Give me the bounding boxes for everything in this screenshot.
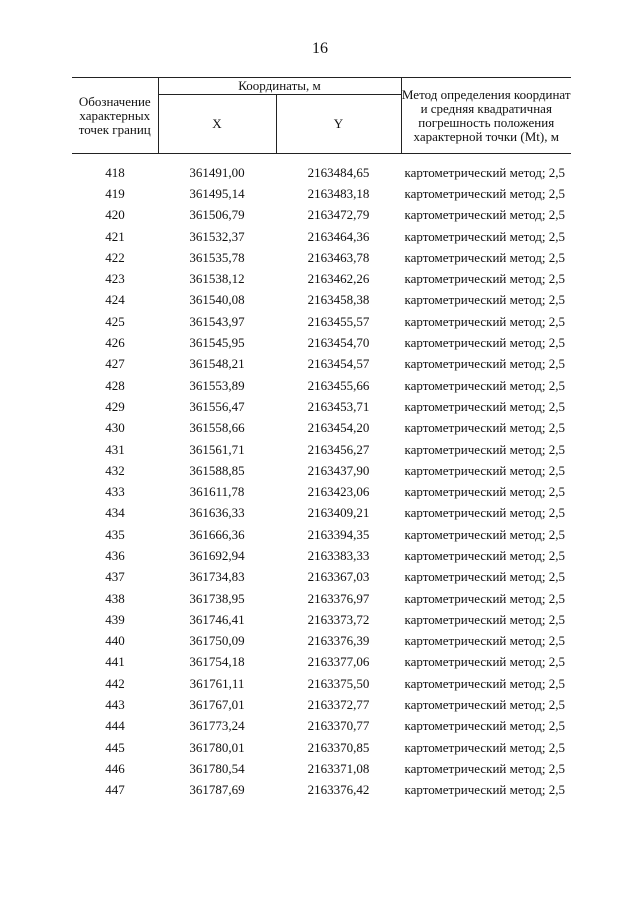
cell-method: картометрический метод; 2,5: [404, 739, 565, 755]
cell-x: 361780,01: [189, 739, 245, 755]
cell-point: 424: [105, 292, 125, 308]
cell-method: картометрический метод; 2,5: [404, 313, 565, 329]
cell-point: 433: [105, 484, 125, 500]
cell-y: 2163453,71: [307, 398, 370, 414]
cell-x: 361636,33: [189, 505, 245, 521]
cell-method: картометрический метод; 2,5: [404, 547, 565, 563]
table-row: [72, 652, 571, 673]
header-y: Y: [276, 95, 401, 154]
cell-x: 361558,66: [189, 420, 245, 436]
cell-point: 426: [105, 335, 125, 351]
table-row: [72, 311, 571, 332]
cell-y: 2163483,18: [307, 185, 370, 201]
cell-x: 361761,11: [189, 675, 245, 691]
table-row: [72, 226, 571, 247]
cell-x: 361767,01: [189, 697, 245, 713]
cell-method: картометрический метод; 2,5: [404, 484, 565, 500]
cell-y: 2163371,08: [307, 760, 370, 776]
cell-point: 447: [105, 782, 125, 798]
cell-x: 361553,89: [189, 377, 245, 393]
table-row: [72, 375, 571, 396]
cell-x: 361738,95: [189, 590, 245, 606]
table-row: [72, 524, 571, 545]
header-x: X: [158, 95, 276, 154]
cell-x: 361666,36: [189, 526, 245, 542]
table-row: [72, 694, 571, 715]
cell-method: картометрический метод; 2,5: [404, 398, 565, 414]
cell-y: 2163455,57: [307, 313, 370, 329]
table-row: [72, 609, 571, 630]
cell-x: 361495,14: [189, 185, 245, 201]
page-number: 16: [312, 40, 328, 57]
table-row: [72, 460, 571, 481]
cell-y: 2163472,79: [307, 207, 370, 223]
table-row: [72, 418, 571, 439]
cell-y: 2163454,70: [307, 335, 370, 351]
table-row: [72, 183, 571, 204]
cell-y: 2163455,66: [307, 377, 370, 393]
cell-x: 361540,08: [189, 292, 245, 308]
cell-x: 361734,83: [189, 569, 245, 585]
table-row: [72, 737, 571, 758]
cell-y: 2163370,77: [307, 718, 370, 734]
table-row: [72, 588, 571, 609]
cell-x: 361535,78: [189, 249, 245, 265]
cell-y: 2163375,50: [307, 675, 370, 691]
table-row: [72, 780, 571, 801]
header-point: Обозначение характерных точек границ: [72, 78, 158, 154]
cell-y: 2163409,21: [307, 505, 370, 521]
table-body: [72, 154, 571, 801]
cell-y: 2163394,35: [307, 526, 370, 542]
cell-x: 361543,97: [189, 313, 245, 329]
cell-point: 444: [105, 718, 125, 734]
cell-y: 2163464,36: [307, 228, 370, 244]
cell-x: 361780,54: [189, 760, 245, 776]
table-spacer: [72, 154, 571, 163]
cell-method: картометрический метод; 2,5: [404, 249, 565, 265]
table-row: [72, 290, 571, 311]
table-row: [72, 481, 571, 502]
cell-point: 420: [105, 207, 125, 223]
table-row: [72, 247, 571, 268]
table-row: [72, 567, 571, 588]
cell-y: 2163423,06: [307, 484, 370, 500]
cell-point: 430: [105, 420, 125, 436]
cell-method: картометрический метод; 2,5: [404, 164, 565, 180]
cell-method: картометрический метод; 2,5: [404, 462, 565, 478]
cell-point: 428: [105, 377, 125, 393]
cell-point: 439: [105, 611, 125, 627]
cell-method: картометрический метод; 2,5: [404, 718, 565, 734]
cell-method: картометрический метод; 2,5: [404, 505, 565, 521]
cell-method: картометрический метод; 2,5: [404, 207, 565, 223]
cell-y: 2163383,33: [307, 547, 370, 563]
cell-y: 2163458,38: [307, 292, 370, 308]
cell-point: 429: [105, 398, 125, 414]
cell-y: 2163373,72: [307, 611, 370, 627]
cell-x: 361538,12: [189, 271, 245, 287]
coordinates-table: [72, 77, 571, 801]
cell-y: 2163367,03: [307, 569, 370, 585]
cell-method: картометрический метод; 2,5: [404, 760, 565, 776]
cell-point: 431: [105, 441, 125, 457]
cell-y: 2163376,42: [307, 782, 370, 798]
cell-method: картометрический метод; 2,5: [404, 228, 565, 244]
table-row: [72, 631, 571, 652]
cell-y: 2163377,06: [307, 654, 370, 670]
cell-point: 440: [105, 633, 125, 649]
table-row: [72, 716, 571, 737]
cell-x: 361545,95: [189, 335, 245, 351]
table-header: [72, 78, 571, 154]
cell-x: 361611,78: [189, 484, 245, 500]
cell-point: 418: [105, 164, 125, 180]
cell-method: картометрический метод; 2,5: [404, 377, 565, 393]
cell-method: картометрический метод; 2,5: [404, 654, 565, 670]
cell-point: 419: [105, 185, 125, 201]
cell-method: картометрический метод; 2,5: [404, 569, 565, 585]
cell-method: картометрический метод; 2,5: [404, 292, 565, 308]
cell-method: картометрический метод; 2,5: [404, 185, 565, 201]
cell-x: 361532,37: [189, 228, 245, 244]
cell-method: картометрический метод; 2,5: [404, 675, 565, 691]
cell-y: 2163454,20: [307, 420, 370, 436]
cell-point: 436: [105, 547, 125, 563]
header-method: Метод определения координат и средняя квадратичная погрешность положения характерной точки (Mt), м: [401, 78, 571, 154]
table-row: [72, 545, 571, 566]
cell-x: 361746,41: [189, 611, 245, 627]
cell-x: 361787,69: [189, 782, 245, 798]
cell-point: 437: [105, 569, 125, 585]
cell-x: 361561,71: [189, 441, 245, 457]
cell-point: 425: [105, 313, 125, 329]
cell-x: 361750,09: [189, 633, 245, 649]
cell-point: 443: [105, 697, 125, 713]
table-row: [72, 758, 571, 779]
cell-point: 441: [105, 654, 125, 670]
cell-method: картометрический метод; 2,5: [404, 420, 565, 436]
cell-point: 421: [105, 228, 125, 244]
cell-method: картометрический метод; 2,5: [404, 611, 565, 627]
cell-x: 361506,79: [189, 207, 245, 223]
cell-point: 446: [105, 760, 125, 776]
cell-method: картометрический метод; 2,5: [404, 441, 565, 457]
cell-x: 361754,18: [189, 654, 245, 670]
cell-method: картометрический метод; 2,5: [404, 590, 565, 606]
cell-y: 2163456,27: [307, 441, 370, 457]
cell-y: 2163376,97: [307, 590, 370, 606]
cell-x: 361773,24: [189, 718, 245, 734]
table-row: [72, 396, 571, 417]
cell-method: картометрический метод; 2,5: [404, 335, 565, 351]
table-row: [72, 673, 571, 694]
table-row: [72, 268, 571, 289]
cell-point: 442: [105, 675, 125, 691]
cell-method: картометрический метод; 2,5: [404, 782, 565, 798]
table-row: [72, 503, 571, 524]
cell-y: 2163484,65: [307, 164, 370, 180]
table-row: [72, 332, 571, 353]
cell-x: 361692,94: [189, 547, 245, 563]
cell-point: 438: [105, 590, 125, 606]
cell-method: картометрический метод; 2,5: [404, 633, 565, 649]
cell-y: 2163376,39: [307, 633, 370, 649]
cell-x: 361548,21: [189, 356, 245, 372]
cell-y: 2163454,57: [307, 356, 370, 372]
cell-y: 2163370,85: [307, 739, 370, 755]
cell-point: 427: [105, 356, 125, 372]
table-row: [72, 439, 571, 460]
cell-y: 2163462,26: [307, 271, 370, 287]
table-row: [72, 205, 571, 226]
cell-x: 361588,85: [189, 462, 245, 478]
header-coordinates: Координаты, м: [158, 78, 401, 95]
cell-point: 422: [105, 249, 125, 265]
cell-point: 434: [105, 505, 125, 521]
cell-x: 361491,00: [189, 164, 245, 180]
table-row: [72, 162, 571, 183]
cell-method: картометрический метод; 2,5: [404, 271, 565, 287]
cell-method: картометрический метод; 2,5: [404, 697, 565, 713]
cell-y: 2163372,77: [307, 697, 370, 713]
cell-point: 432: [105, 462, 125, 478]
cell-y: 2163437,90: [307, 462, 370, 478]
cell-point: 445: [105, 739, 125, 755]
cell-method: картометрический метод; 2,5: [404, 356, 565, 372]
cell-y: 2163463,78: [307, 249, 370, 265]
table-row: [72, 354, 571, 375]
cell-point: 423: [105, 271, 125, 287]
cell-x: 361556,47: [189, 398, 245, 414]
cell-method: картометрический метод; 2,5: [404, 526, 565, 542]
cell-point: 435: [105, 526, 125, 542]
